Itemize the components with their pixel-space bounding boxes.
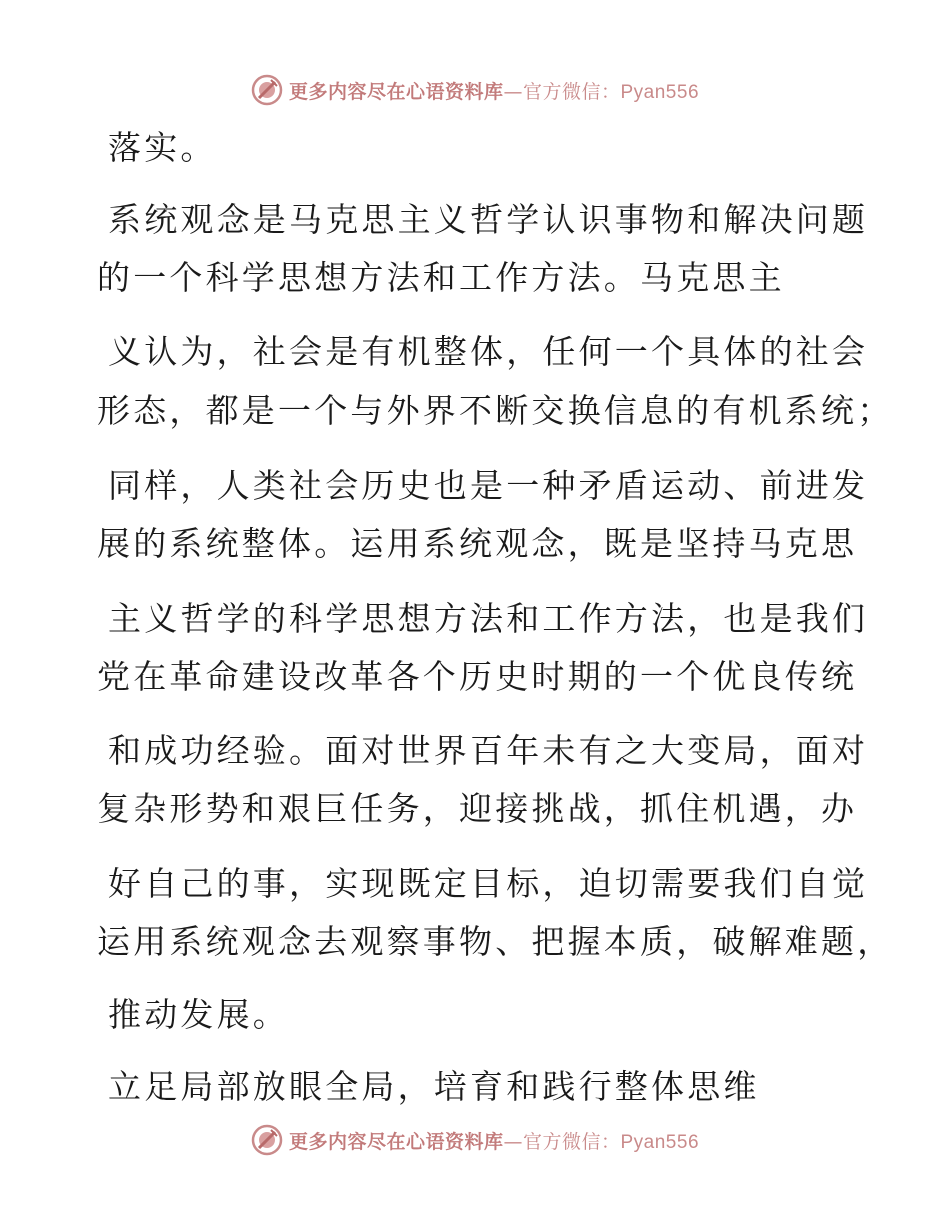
watermark-label: 官方微信： (522, 80, 621, 103)
watermark-brand: 更多内容尽在心语资料库 (288, 80, 504, 103)
text-line: 系统观念是马克思主义哲学认识事物和解决问题 (108, 200, 869, 239)
text-line: 形态，都是一个与外界不断交换信息的有机系统； (97, 391, 894, 430)
text-line: 落实。 (108, 128, 217, 167)
watermark-separator: — (503, 80, 523, 103)
watermark-separator: — (503, 1130, 523, 1153)
text-line: 复杂形势和艰巨任务，迎接挑战，抓住机遇，办 (97, 789, 858, 828)
logo-icon (251, 74, 283, 106)
text-line: 立足局部放眼全局，培育和践行整体思维 (108, 1067, 760, 1106)
text-line: 党在革命建设改革各个历史时期的一个优良传统 (97, 657, 858, 696)
text-line: 好自己的事，实现既定目标，迫切需要我们自觉 (108, 864, 869, 903)
watermark-handle: Pyan556 (620, 1131, 700, 1153)
watermark-handle: Pyan556 (620, 81, 700, 103)
text-line: 推动发展。 (108, 995, 289, 1034)
text-line: 运用系统观念去观察事物、把握本质，破解难题， (97, 922, 894, 961)
watermark-text (289, 77, 699, 104)
text-line: 同样，人类社会历史也是一种矛盾运动、前进发 (108, 466, 869, 505)
text-line: 的一个科学思想方法和工作方法。马克思主 (97, 258, 785, 297)
text-line: 和成功经验。面对世界百年未有之大变局，面对 (108, 731, 869, 770)
watermark-header (0, 70, 950, 110)
watermark-brand: 更多内容尽在心语资料库 (288, 1130, 504, 1153)
watermark-footer (0, 1120, 950, 1160)
watermark-label: 官方微信： (522, 1130, 621, 1153)
watermark-text (289, 1127, 699, 1154)
text-line: 展的系统整体。运用系统观念，既是坚持马克思 (97, 524, 858, 563)
logo-icon (251, 1124, 283, 1156)
text-line: 主义哲学的科学思想方法和工作方法，也是我们 (108, 599, 869, 638)
text-line: 义认为，社会是有机整体，任何一个具体的社会 (108, 332, 869, 371)
